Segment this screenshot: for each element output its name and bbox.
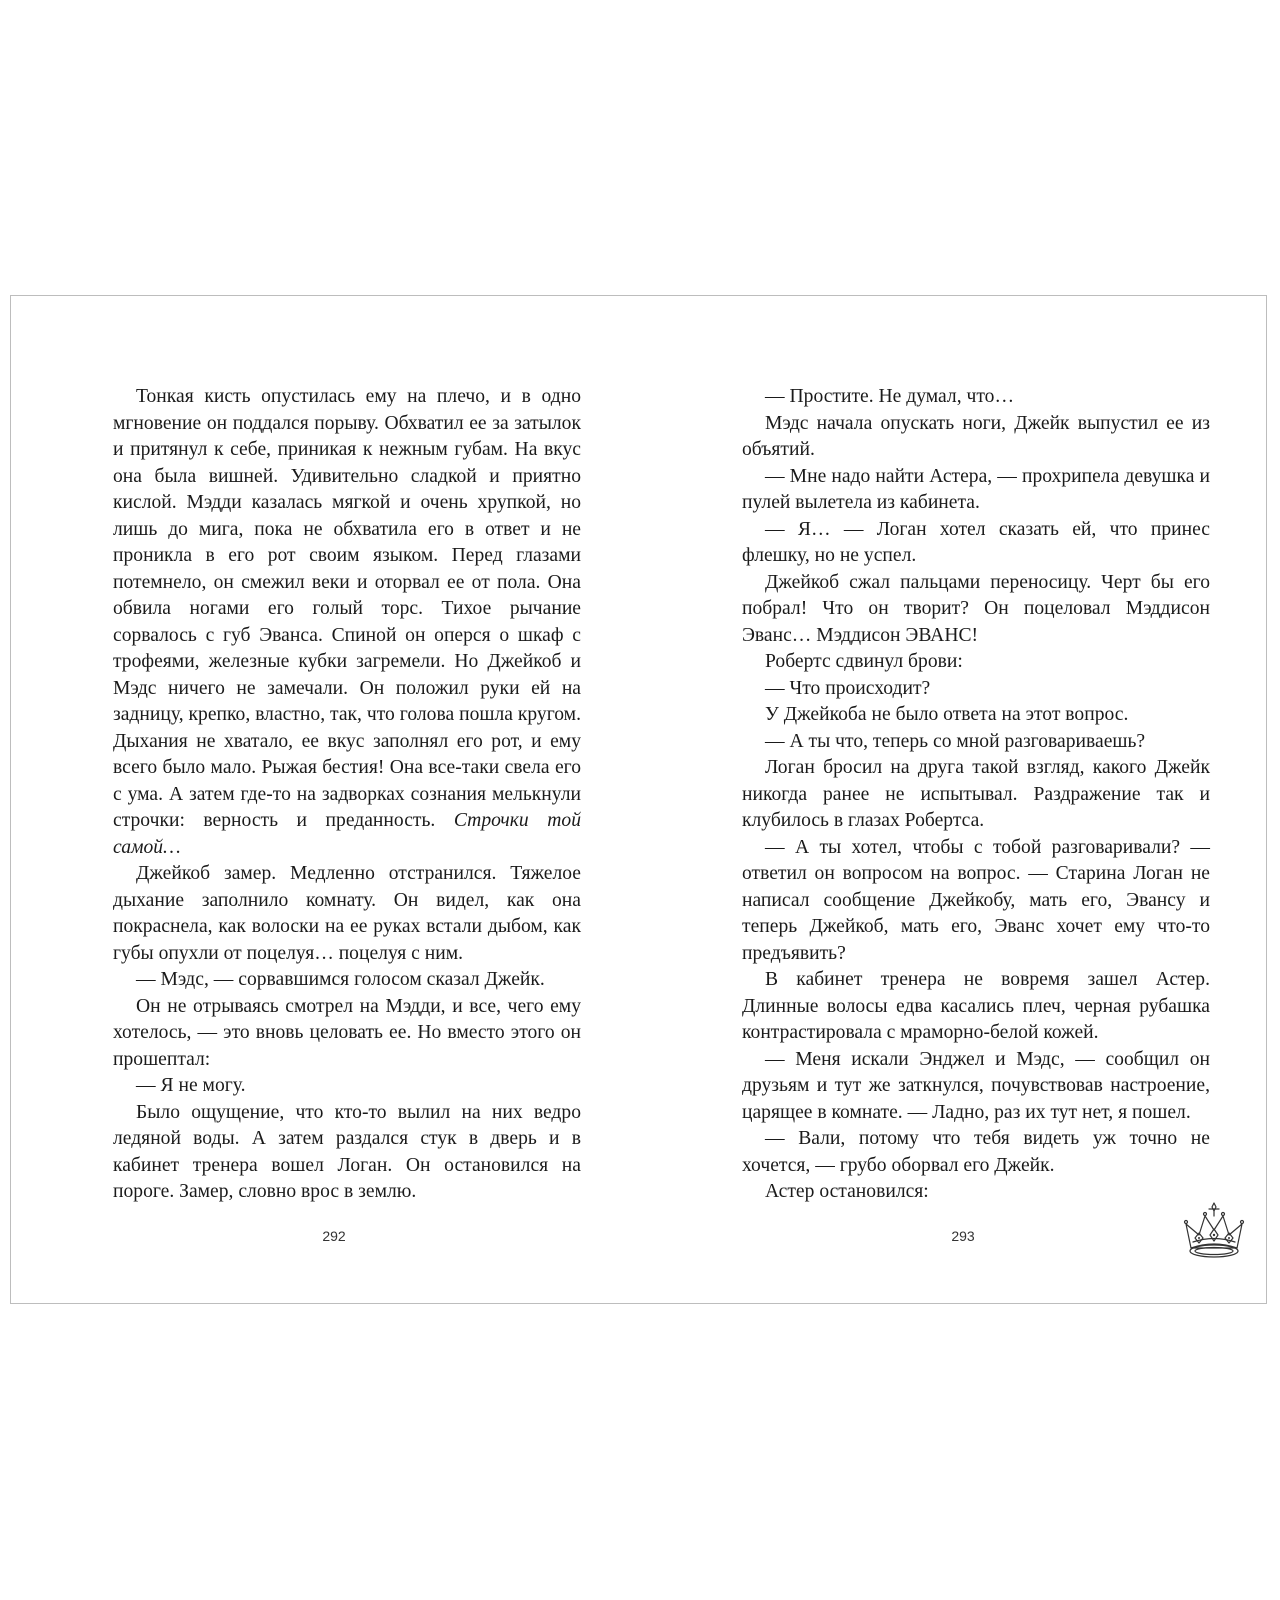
paragraph: — А ты хотел, чтобы с тобой разговаривали? — ответил он вопросом на вопрос. — Старина Логан не написал сообщение Джейкобу, мать его, Эвансу и теперь Джейкоб, мать его, Эванс хочет ему что-то предъявить? — [742, 836, 1210, 964]
page-number-left: 292 — [322, 1228, 346, 1244]
book-spread — [10, 295, 1267, 1304]
paragraph: — Что происходит? — [765, 677, 931, 699]
paragraph: Робертс сдвинул брови: — [765, 651, 963, 672]
page-number-right: 293 — [951, 1228, 975, 1244]
paragraph: Джейкоб замер. Медленно отстранился. Тяжелое дыхание заполнило комнату. Он видел, как она покраснела, как волоски на ее руках встали дыбом, как губы опухли от поцелуя… поцелуя с ним. — [113, 863, 581, 964]
italic-phrase: Строчки той самой… — [113, 810, 581, 858]
paragraph: У Джейкоба не было ответа на этот вопрос. — [765, 704, 1129, 725]
paragraph: Логан бросил на друга такой взгляд, какого Джейк никогда ранее не испытывал. Раздражение так и клубилось в глазах Робертса. — [742, 757, 1210, 831]
paragraph: Джейкоб сжал пальцами переносицу. Черт бы его побрал! Что он творит? Он поцеловал Мэддисон Эванс… Мэддисон ЭВАНС! — [742, 571, 1210, 646]
paragraph: — Мне надо найти Астера, — прохрипела девушка и пулей вылетела из кабинета. — [742, 465, 1210, 513]
paragraph: В кабинет тренера не вовремя зашел Астер. Длинные волосы едва касались плеч, черная рубашка контрастировала с мраморно-белой кожей. — [742, 969, 1210, 1043]
paragraph: Астер остановился: — [765, 1181, 929, 1202]
right-page — [742, 384, 1210, 1206]
paragraph: — Меня искали Энджел и Мэдс, — сообщил он друзьям и тут же заткнулся, почувствовав настроение, царящее в комнате. — Ладно, раз их тут нет, я пошел. — [742, 1048, 1210, 1123]
paragraph: Он не отрываясь смотрел на Мэдди, и все, чего ему хотелось, — это вновь целовать ее. Но вместо этого он прошептал: — [113, 995, 581, 1070]
paragraph: — Я не могу. — [136, 1075, 246, 1096]
paragraph: — Простите. Не думал, что… — [765, 386, 1015, 407]
paragraph: Мэдс начала опускать ноги, Джейк выпустил ее из объятий. — [742, 412, 1210, 460]
paragraph: — Я… — Логан хотел сказать ей, что принес флешку, но не успел. — [742, 518, 1210, 566]
crown-icon — [1179, 1202, 1249, 1272]
paragraph: — Мэдс, — сорвавшимся голосом сказал Джейк. — [136, 969, 545, 990]
paragraph: — А ты что, теперь со мной разговариваешь? — [765, 730, 1146, 752]
paragraph: Тонкая кисть опустилась ему на плечо, и в одно мгновение он поддался порыву. Обхватил ее за затылок и притянул к себе, приникая к нежным губам. На вкус она была вишней. Удивительно сладкой и приятно кислой. Мэдди казалась мягкой и очень хрупкой, но лишь до мига, пока не обхватила его в ответ и не проникла в его рот своим языком. Перед глазами потемнело, он смежил веки и оторвал ее от пола. Она обвила ногами его голый торс. Тихое рычание сорвалось с губ Эванса. Спиной он оперся о шкаф с трофеями, железные кубки загремели. Но Джейкоб и Мэдс ничего не замечали. Он положил руки ей на задницу, крепко, властно, так, что голова пошла кругом. Дыхания не хватало, ее вкус заполнял его рот, и ему всего было мало. Рыжая бестия! Она все-таки свела его с ума. А затем где-то на задворках сознания мелькнули строчки: верность и преданность. Строчки той самой… — [113, 386, 581, 858]
paragraph: Было ощущение, что кто-то вылил на них ведро ледяной воды. А затем раздался стук в дверь и в кабинет тренера вошел Логан. Он остановился на пороге. Замер, словно врос в землю. — [113, 1101, 581, 1202]
paragraph: — Вали, потому что тебя видеть уж точно не хочется, — грубо оборвал его Джейк. — [742, 1128, 1210, 1176]
left-page — [113, 384, 581, 1206]
